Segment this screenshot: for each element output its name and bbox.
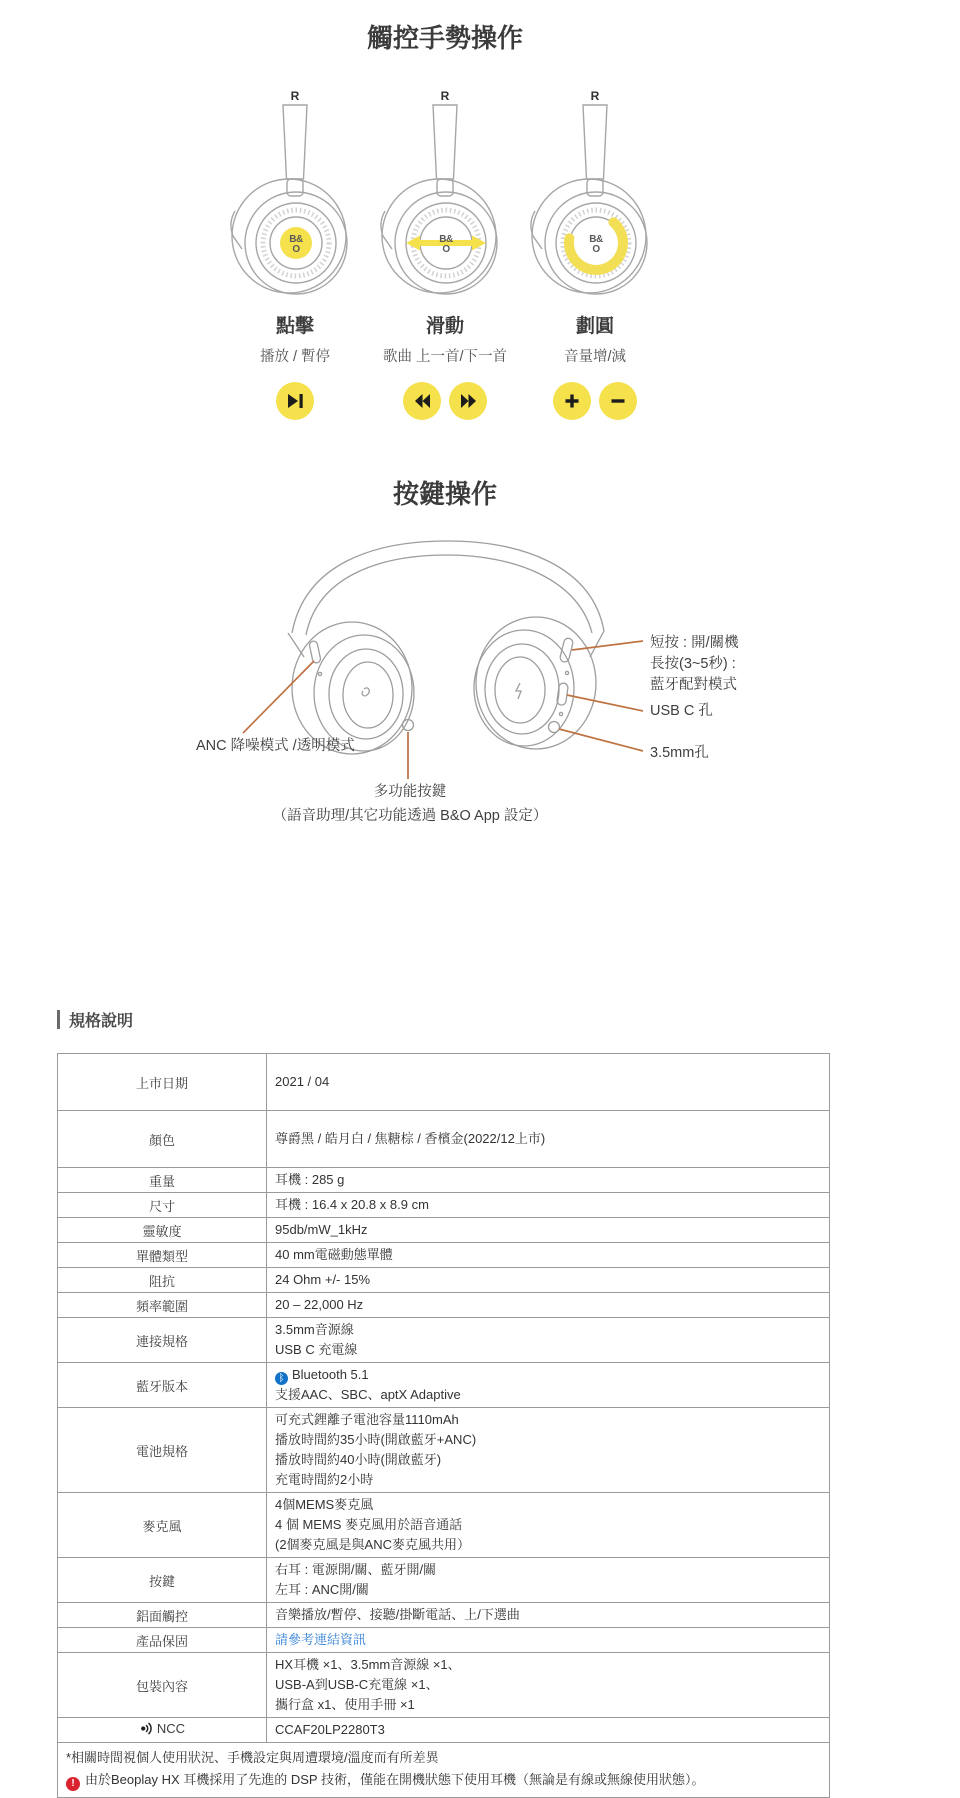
spec-label: 阻抗 xyxy=(58,1268,267,1293)
spec-value-line: ᛒ Bluetooth 5.1 xyxy=(275,1365,821,1385)
spec-value-line: 支援AAC、SBC、aptX Adaptive xyxy=(275,1387,461,1402)
spec-label: 單體類型 xyxy=(58,1243,267,1268)
spec-value-line: USB C 充電線 xyxy=(275,1342,358,1357)
spec-value xyxy=(267,1054,830,1111)
volume-up-icon xyxy=(553,382,591,420)
channel-r-label: R xyxy=(290,89,300,103)
spec-label: 電池規格 xyxy=(58,1408,267,1493)
spec-value-line: 可充式鋰離子電池容量1110mAh xyxy=(275,1412,459,1427)
footnote-line: ! 由於Beoplay HX 耳機採用了先進的 DSP 技術，僅能在開機狀態下使用耳機（無論是有線或無線使用狀態）。 xyxy=(66,1769,821,1791)
earcup-illustration-tap xyxy=(220,103,370,303)
spec-label: 靈敏度 xyxy=(58,1218,267,1243)
gesture-col-tap xyxy=(220,89,370,422)
spec-value xyxy=(267,1293,830,1318)
spec-value-line: 4 個 MEMS 麥克風用於語音通話 xyxy=(275,1517,463,1532)
spec-value xyxy=(267,1493,830,1558)
svg-text:B&: B& xyxy=(289,234,303,245)
spec-label: 重量 xyxy=(58,1168,267,1193)
spec-heading-text: 規格說明 xyxy=(69,1013,134,1030)
spec-label: 按鍵 xyxy=(58,1558,267,1603)
aux-jack xyxy=(549,722,560,733)
earcup-illustration-circle xyxy=(520,103,670,303)
spec-row xyxy=(58,1243,830,1268)
spec-value-line: 播放時間約35小時(開啟藍牙+ANC) xyxy=(275,1432,477,1447)
spec-row xyxy=(58,1054,830,1111)
warning-icon: ! xyxy=(66,1777,80,1791)
spec-label: 藍牙版本 xyxy=(58,1363,267,1408)
bluetooth-icon: ᛒ xyxy=(275,1372,288,1385)
previous-track-icon xyxy=(403,382,441,420)
gesture-icons xyxy=(370,382,520,422)
spec-row xyxy=(58,1493,830,1558)
spec-value xyxy=(267,1168,830,1193)
gesture-desc: 音量增/減 xyxy=(563,349,627,365)
button-section-title: 按鍵操作 xyxy=(392,479,497,509)
gesture-name: 劃圓 xyxy=(575,316,614,337)
gesture-section-title: 觸控手勢操作 xyxy=(366,23,523,53)
next-track-icon xyxy=(449,382,487,420)
spec-label: 顏色 xyxy=(58,1111,267,1168)
spec-value-line: 充電時間約2小時 xyxy=(275,1472,374,1487)
spec-row xyxy=(58,1193,830,1218)
spec-value-line: 耳機 : 285 g xyxy=(275,1172,345,1187)
gesture-desc: 歌曲 上一首/下一首 xyxy=(382,349,508,365)
spec-row xyxy=(58,1218,830,1243)
spec-section-heading xyxy=(57,1008,890,1031)
spec-row xyxy=(58,1363,830,1408)
spec-row xyxy=(58,1293,830,1318)
gesture-desc: 播放 / 暫停 xyxy=(259,349,331,365)
aux-callout-label: 3.5mm孔 xyxy=(650,745,709,761)
spec-value xyxy=(267,1718,830,1743)
power-callout-label: 短按 : 開/關機 長按(3~5秒) : 藍牙配對模式 xyxy=(650,635,739,693)
spec-value-line: 尊爵黑 / 皓月白 / 焦糖棕 / 香檳金(2022/12上市) xyxy=(275,1131,546,1146)
spec-label: 包裝內容 xyxy=(58,1653,267,1718)
spec-label: 鋁面觸控 xyxy=(58,1603,267,1628)
play-pause-icon xyxy=(276,382,314,420)
volume-down-icon xyxy=(599,382,637,420)
spec-footnotes-cell xyxy=(58,1743,830,1798)
spec-value-line: USB-A到USB-C充電線 ×1、 xyxy=(275,1677,439,1692)
spec-value xyxy=(267,1318,830,1363)
spec-value-line: 音樂播放/暫停、接聽/掛斷電話、上/下選曲 xyxy=(275,1607,520,1622)
svg-text:O: O xyxy=(592,244,600,255)
spec-value-line: (2個麥克風是與ANC麥克風共用） xyxy=(275,1537,471,1552)
spec-value-line: 播放時間約40小時(開啟藍牙) xyxy=(275,1452,442,1467)
ncc-icon xyxy=(139,1721,154,1736)
spec-row xyxy=(58,1408,830,1493)
spec-row xyxy=(58,1168,830,1193)
spec-label: 尺寸 xyxy=(58,1193,267,1218)
spec-row xyxy=(58,1318,830,1363)
heading-bar xyxy=(57,1010,60,1029)
spec-value-line: 右耳 : 電源開/關、藍牙開/關 xyxy=(275,1562,437,1577)
spec-value-line: HX耳機 ×1、3.5mm音源線 ×1、 xyxy=(275,1657,461,1672)
spec-label: 連接規格 xyxy=(58,1318,267,1363)
spec-label: 產品保固 xyxy=(58,1628,267,1653)
spec-value-line: 95db/mW_1kHz xyxy=(275,1222,368,1237)
spec-value xyxy=(267,1603,830,1628)
spec-row xyxy=(58,1653,830,1718)
gesture-icons xyxy=(220,382,370,422)
channel-r-label: R xyxy=(440,89,450,103)
footnote-line: *相關時間視個人使用狀況、手機設定與周遭環境/溫度而有所差異 xyxy=(66,1750,439,1765)
mfb-callout-label: 多功能按鍵 xyxy=(373,784,447,800)
spec-footnotes xyxy=(58,1743,830,1798)
spec-label: 頻率範圍 xyxy=(58,1293,267,1318)
spec-row xyxy=(58,1628,830,1653)
spec-value xyxy=(267,1111,830,1168)
svg-text:B&: B& xyxy=(589,234,603,245)
spec-row xyxy=(58,1718,830,1743)
gesture-col-slide xyxy=(370,89,520,422)
spec-value-line: 3.5mm音源線 xyxy=(275,1322,354,1337)
svg-text:B&: B& xyxy=(439,234,453,245)
headphones-diagram-area xyxy=(0,533,890,868)
spec-value-line: 攜行盒 x1、使用手冊 ×1 xyxy=(275,1697,415,1712)
warranty-link[interactable]: 請參考連結資訊 xyxy=(275,1632,367,1647)
gesture-col-circle xyxy=(520,89,670,422)
gesture-row xyxy=(0,89,890,422)
spec-value xyxy=(267,1193,830,1218)
anc-callout-label: ANC 降噪模式 /透明模式 xyxy=(196,738,355,754)
earcup-illustration-slide xyxy=(370,103,520,303)
spec-value-line: 24 Ohm +/- 15% xyxy=(275,1272,371,1287)
anc-button xyxy=(309,640,321,663)
spec-label: NCC xyxy=(58,1718,267,1743)
spec-value xyxy=(267,1408,830,1493)
spec-label: 麥克風 xyxy=(58,1493,267,1558)
spec-value xyxy=(267,1558,830,1603)
spec-table xyxy=(57,1053,830,1798)
anc-callout-line xyxy=(243,661,314,733)
spec-value xyxy=(267,1653,830,1718)
aux-callout-line xyxy=(559,729,643,751)
spec-row xyxy=(58,1111,830,1168)
spec-value-line: 20 – 22,000 Hz xyxy=(275,1297,364,1312)
spec-table-body xyxy=(58,1054,830,1798)
spec-row xyxy=(58,1268,830,1293)
mfb-callout-note: （語音助理/其它功能透過 B&O App 設定） xyxy=(272,808,548,824)
spec-value xyxy=(267,1243,830,1268)
spec-value-line: 4個MEMS麥克風 xyxy=(275,1497,374,1512)
channel-r-label: R xyxy=(590,89,600,103)
usb-callout-label: USB C 孔 xyxy=(650,703,713,719)
gesture-name: 滑動 xyxy=(425,316,464,337)
spec-value-line: 耳機 : 16.4 x 20.8 x 8.9 cm xyxy=(275,1197,429,1212)
spec-value xyxy=(267,1268,830,1293)
power-button xyxy=(559,637,574,662)
gesture-icons xyxy=(520,382,670,422)
spec-row xyxy=(58,1558,830,1603)
usb-callout-line xyxy=(567,695,643,711)
spec-value xyxy=(267,1218,830,1243)
gesture-name: 點擊 xyxy=(275,316,314,337)
spec-value-line: 2021 / 04 xyxy=(275,1074,330,1089)
spec-row xyxy=(58,1603,830,1628)
spec-value xyxy=(267,1628,830,1653)
svg-text:O: O xyxy=(442,244,450,255)
spec-value xyxy=(267,1363,830,1408)
spec-label: 上市日期 xyxy=(58,1054,267,1111)
svg-text:O: O xyxy=(292,244,300,255)
spec-value-line: 40 mm電磁動態單體 xyxy=(275,1247,393,1262)
spec-value-line: CCAF20LP2280T3 xyxy=(275,1722,385,1737)
spec-value-line: 左耳 : ANC開/關 xyxy=(275,1582,369,1597)
